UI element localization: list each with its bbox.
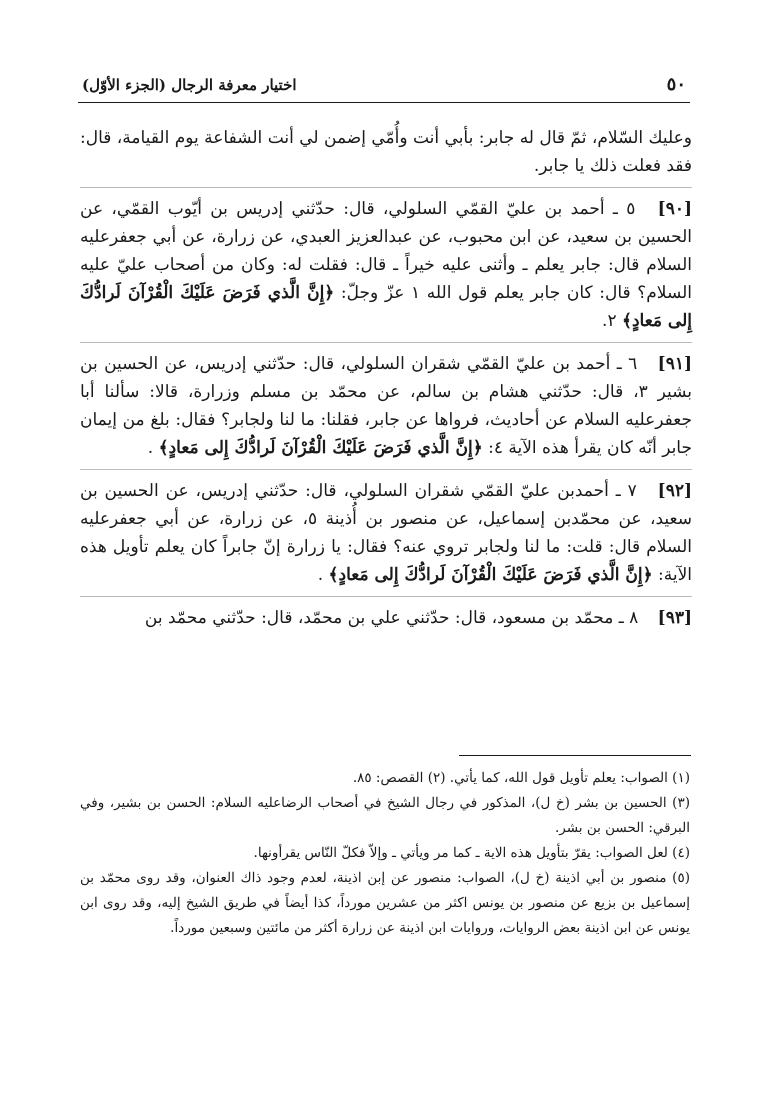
running-title: اختيار معرفة الرجال (الجزء الأوّل) xyxy=(82,76,297,94)
hadith-text: ٧ ـ أحمدبن عليّ القمّي شقران السلولي، قال: حدّثني إدريس، عن الحسين بن سعيد، عن محمّدبن إسماعيل، عن منصور بن أُذينة ٥، عن زرارة، عن أبي جعفرعليه السلام قال: قلت: ما لنا ولجابر تروي عنه؟ فقال: يا زرارة إنّ جابراً كان يعلم تأويل هذه الآية: xyxy=(80,481,692,585)
hadith-93 xyxy=(80,596,692,632)
hadith-tail: . xyxy=(317,565,324,585)
hadith-text: ٥ ـ أحمد بن عليّ القمّي السلولي، قال: حدّثني إدريس بن أيّوب القمّي، عن الحسين بن سعيد، عن ابن محبوب، عن عبدالعزيز العبدي، عن زرارة، عن أبي جعفرعليه السلام قال: جابر يعلم ـ وأثنى عليه خيراً ـ قال: فقلت له: وكان من أصحاب عليّ عليه السلام؟ قال: كان جابر يعلم قول الله ١ عزّ وجلّ: xyxy=(80,199,693,303)
hadith-text: ٨ ـ محمّد بن مسعود، قال: حدّثني علي بن محمّد، قال: حدّثني محمّد بن xyxy=(144,608,639,628)
main-text xyxy=(80,124,692,632)
footnote-3: (٣) الحسين بن بشر (خ ل)، المذكور في رجال الشيخ في أصحاب الرضاعليه السلام: الحسن بن بشير، وفي البرقي: الحسن بن بشر. xyxy=(80,795,690,836)
footnote-4: (٤) لعل الصواب: يقرّ بتأويل هذه الاية ـ كما مر ويأتي ـ وإلاّ فكلّ النّاس يقرأونها. xyxy=(253,845,690,861)
page-header xyxy=(78,66,690,103)
intro-paragraph: وعليك السّلام، ثمّ قال له جابر: بأبي أنت وأُمّي إضمن لي أنت الشفاعة يوم القيامة، قال: فقد فعلت ذلك يا جابر. xyxy=(80,128,692,176)
hadith-number: [٩٣] xyxy=(657,608,692,628)
hadith-tail: ٢. xyxy=(602,311,617,331)
hadith-text: ٦ ـ أحمد بن عليّ القمّي شقران السلولي، قال: حدّثني إدريس، عن الحسين بن بشير ٣، قال: حدّثني هشام بن سالم، عن محمّد بن مسلم وزرارة، قالا: سألنا أبا جعفرعليه السلام عن أحاديث، فرواها عن جابر، فقلنا: ما لنا ولجابر؟ فقال: بلغ من إيمان جابر أنّه كان يقرأ هذه الآية ٤: xyxy=(80,354,693,458)
hadith-90 xyxy=(80,187,692,335)
quran-verse: ﴿إِنَّ الَّذي فَرَضَ عَلَيْكَ الْقُرْآنَ لَرادُّكَ إِلى مَعادٍ﴾ xyxy=(158,438,483,458)
footnote-5: (٥) منصور بن أبي اذينة (خ ل)، الصواب: منصور عن إبن اذينة، لعدم وجود ذاك العنوان، وقد روى محمّد بن إسماعيل بن بزيع عن منصور بن يونس اكثر من عشرين مورداً، كذا أيضاً في طريق الشيخ إليه، وقد روى ابن يونس عن ابن اذينة بعض الروايات، وروايات ابن اذينة عن زرارة أكثر من مائتين وسبعين مورداً. xyxy=(80,870,690,936)
hadith-number: [٩١] xyxy=(657,354,693,374)
hadith-number: [٩٢] xyxy=(657,481,692,501)
quran-verse: ﴿إِنَّ الَّذي فَرَضَ عَلَيْكَ الْقُرْآنَ لَرادُّكَ إِلى مَعادٍ﴾ xyxy=(80,283,692,331)
hadith-92 xyxy=(80,469,692,589)
footnotes xyxy=(80,766,690,941)
hadith-91 xyxy=(80,342,692,462)
quran-verse: ﴿إِنَّ الَّذي فَرَضَ عَلَيْكَ الْقُرْآنَ لَرادُّكَ إِلى مَعادٍ﴾ xyxy=(328,565,653,585)
hadith-tail: . xyxy=(147,438,154,458)
footnote-1-2: (١) الصواب: يعلم تأويل قول الله، كما يأتي. (٢) القصص: ٨٥. xyxy=(352,770,690,786)
hadith-number: [٩٠] xyxy=(657,199,692,219)
footnote-separator xyxy=(459,755,691,756)
page-number: ٥٠ xyxy=(666,74,686,95)
